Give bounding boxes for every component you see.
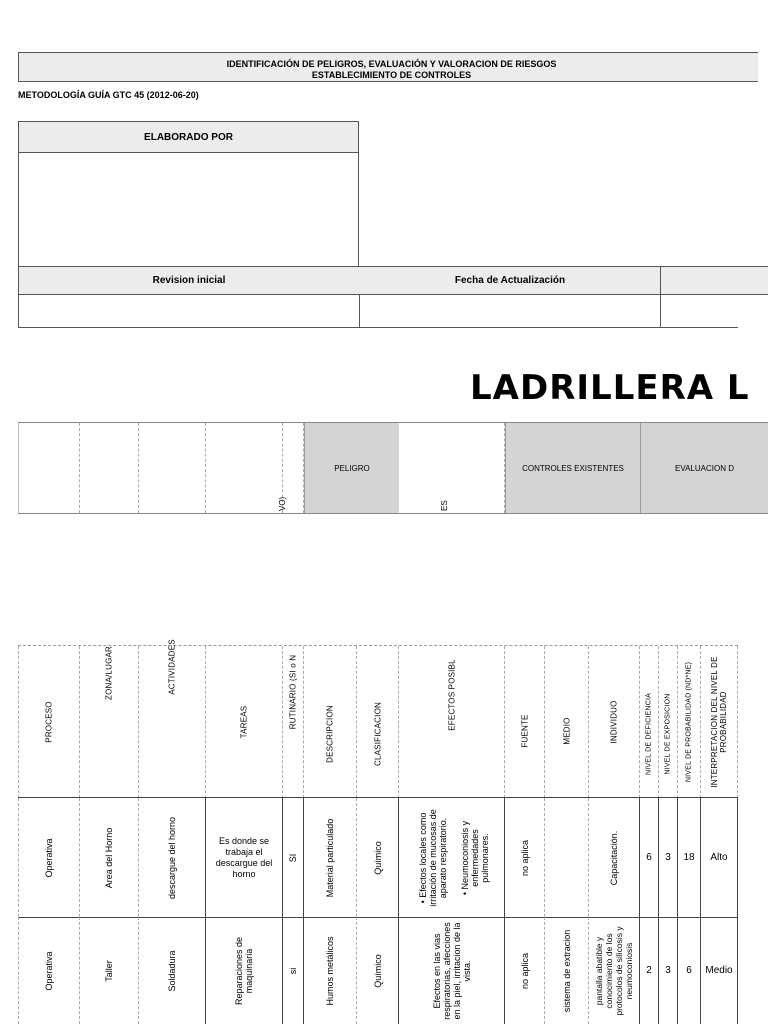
cell-individuo-text: pantalla abatible y conocimiento de los protocolos de silicosis y neumoconiosis — [594, 925, 634, 1016]
gh-peligro — [304, 423, 399, 513]
revision-inicial-header — [18, 266, 360, 295]
cell-np-text: 18 — [683, 852, 695, 863]
col-zona-label: ZONA/LUGAR — [104, 646, 114, 701]
col-interpretacion — [701, 646, 738, 798]
cell-medio-text: sistema de extracion — [561, 929, 572, 1012]
revision-extra-header — [660, 266, 768, 295]
cell-nd — [640, 917, 659, 1024]
gh-controles — [505, 423, 640, 513]
cell-proceso — [18, 917, 80, 1024]
col-nivel-exposicion — [659, 646, 678, 798]
cell-ne — [659, 798, 678, 917]
cell-ne-text: 3 — [665, 965, 671, 976]
col-clasificacion-label: CLASIFICACION — [373, 702, 382, 767]
cell-fuente-text: no aplica — [519, 839, 530, 876]
col-rutinario — [283, 646, 304, 798]
cell-rutinario-text: SI — [288, 853, 298, 862]
cell-individuo — [589, 917, 640, 1024]
cell-rutinario — [283, 917, 304, 1024]
cell-actividades — [139, 798, 206, 917]
cell-nd — [640, 798, 659, 917]
cell-descripcion — [304, 798, 357, 917]
col-medio-label: MEDIO — [562, 717, 571, 745]
cell-ne — [659, 917, 678, 1024]
gh-peligro-label: PELIGRO — [334, 463, 370, 473]
col-fuente — [505, 646, 545, 798]
group-header-band — [18, 422, 768, 514]
cell-actividades-text: descargue del horno — [167, 816, 177, 899]
table-row — [18, 917, 738, 1024]
gh-efectos — [399, 423, 505, 513]
col-tareas — [206, 646, 283, 798]
form-title-box — [18, 52, 758, 82]
gh-controles-label: CONTROLES EXISTENTES — [522, 463, 624, 473]
cell-medio — [545, 798, 589, 917]
col-zona — [80, 646, 139, 798]
col-nivel-probabilidad — [678, 646, 701, 798]
col-actividades — [139, 639, 206, 798]
cell-zona — [80, 917, 139, 1024]
elaborado-por-header — [18, 121, 359, 153]
cell-efectos-text-1: • Efectos locales como irritación de mucosas de aparato respiratorio. — [417, 808, 448, 907]
cell-tareas-text: Es donde se trabaja el descargue del horno — [215, 835, 273, 879]
cell-rutinario — [283, 798, 304, 917]
cell-tareas-text: Reparaciones de maquinaria — [234, 936, 254, 1005]
col-efectos — [399, 646, 505, 798]
cell-fuente — [505, 798, 545, 917]
col-descripcion — [304, 646, 357, 798]
col-medio — [545, 646, 589, 798]
cell-clasificacion-text: Químico — [372, 840, 383, 875]
cell-medio — [545, 917, 589, 1024]
revision-inicial-label: Revision inicial — [152, 275, 226, 286]
cell-interp-text: Medio — [705, 965, 733, 976]
column-header-row — [18, 639, 738, 797]
form-title-line2: ESTABLECIMIENTO DE CONTROLES — [311, 70, 472, 80]
cell-efectos-text-1: Efectos en las vias respiratorias, afecciones en la piel, irritacion de la vista. — [431, 921, 472, 1020]
cell-zona-text: Taller — [104, 959, 114, 982]
gh-tareas — [206, 423, 283, 513]
gh-actividades — [139, 423, 206, 513]
cell-individuo — [589, 798, 640, 917]
col-individuo — [589, 646, 640, 798]
cell-interp — [701, 917, 738, 1024]
cell-interp — [701, 798, 738, 917]
gh-rutinario — [278, 423, 304, 513]
cell-fuente-text: no aplica — [519, 952, 530, 989]
cell-descripcion-text: Material particulado — [325, 818, 335, 897]
cell-descripcion-text: Humos metálicos — [325, 935, 335, 1006]
col-interp-label: INTERPRETACION DEL NIVEL DE PROBABILIDAD — [710, 656, 728, 788]
gh-evaluacion — [640, 423, 768, 513]
cell-zona — [80, 798, 139, 917]
gh-evaluacion-label: EVALUACION D — [675, 463, 734, 473]
cell-zona-text: Area del Horno — [104, 827, 114, 888]
cell-proceso — [18, 798, 80, 917]
col-clasificacion — [357, 646, 399, 798]
cell-efectos — [399, 917, 505, 1024]
cell-fuente — [505, 917, 545, 1024]
elaborado-por-body — [18, 153, 359, 266]
col-proceso — [18, 646, 80, 798]
cell-ne-text: 3 — [665, 852, 671, 863]
cell-np — [678, 798, 701, 917]
col-efectos-label: EFECTOS POSIBL — [447, 658, 456, 731]
cell-descripcion — [304, 917, 357, 1024]
cell-individuo-text: Capacitación. — [609, 830, 619, 885]
elaborado-por-label: ELABORADO POR — [144, 131, 233, 143]
cell-interp-text: Alto — [710, 852, 728, 863]
col-rutinario-label: RUTINARIO (SI o N — [288, 654, 298, 729]
col-individuo-label: INDIVIDUO — [609, 700, 619, 744]
col-fuente-label: FUENTE — [520, 714, 529, 748]
company-title: LADRILLERA L — [470, 368, 750, 408]
table-row — [18, 797, 738, 918]
cell-actividades — [139, 917, 206, 1024]
title-rule-right — [738, 82, 768, 83]
cell-tareas — [206, 917, 283, 1024]
gh-zona — [80, 423, 139, 513]
cell-np-text: 6 — [686, 965, 692, 976]
methodology-label: METODOLOGÍA GUÍA GTC 45 (2012-06-20) — [18, 90, 199, 100]
cell-np — [678, 917, 701, 1024]
col-nd-label: NIVEL DE DEFICIENCIA — [645, 693, 653, 776]
col-ne-label: NIVEL DE EXPOSICION — [664, 693, 672, 775]
cell-efectos-text-2: • Neumoconiosis y enfermedades pulmonares. — [459, 820, 490, 895]
cell-clasificacion — [357, 917, 399, 1024]
revision-inicial-cell — [18, 294, 360, 328]
col-np-label: NIVEL DE PROBABILIDAD (ND*NE) — [685, 661, 693, 783]
cell-rutinario-text: si — [288, 967, 298, 974]
cell-efectos — [399, 798, 505, 917]
col-tareas-label: TAREAS — [239, 705, 249, 739]
cell-proceso-text: Operativa — [44, 837, 54, 878]
revision-extra-cell — [660, 294, 738, 328]
col-descripcion-label: DESCRIPCION — [325, 705, 335, 764]
gh-rutinario-fragment: VO) — [278, 496, 287, 511]
cell-clasificacion-text: Químico — [372, 953, 383, 988]
cell-tareas — [206, 798, 283, 917]
cell-nd-text: 6 — [646, 852, 652, 863]
col-nivel-deficiencia — [640, 646, 659, 798]
gh-proceso — [18, 423, 80, 513]
fecha-actualizacion-label: Fecha de Actualización — [454, 275, 566, 286]
col-proceso-label: PROCESO — [44, 701, 54, 743]
cell-proceso-text: Operativa — [44, 950, 54, 991]
cell-nd-text: 2 — [646, 965, 652, 976]
fecha-actualizacion-header — [359, 266, 661, 295]
gh-efectos-fragment: ES — [440, 500, 449, 511]
form-title-line1: IDENTIFICACIÓN DE PELIGROS, EVALUACIÓN Y VALORACION DE RIESGOS — [226, 59, 557, 69]
fecha-actualizacion-cell — [359, 294, 661, 328]
cell-clasificacion — [357, 798, 399, 917]
cell-actividades-text: Soldadura — [167, 949, 177, 992]
col-actividades-label: ACTIVIDADES — [167, 639, 177, 696]
